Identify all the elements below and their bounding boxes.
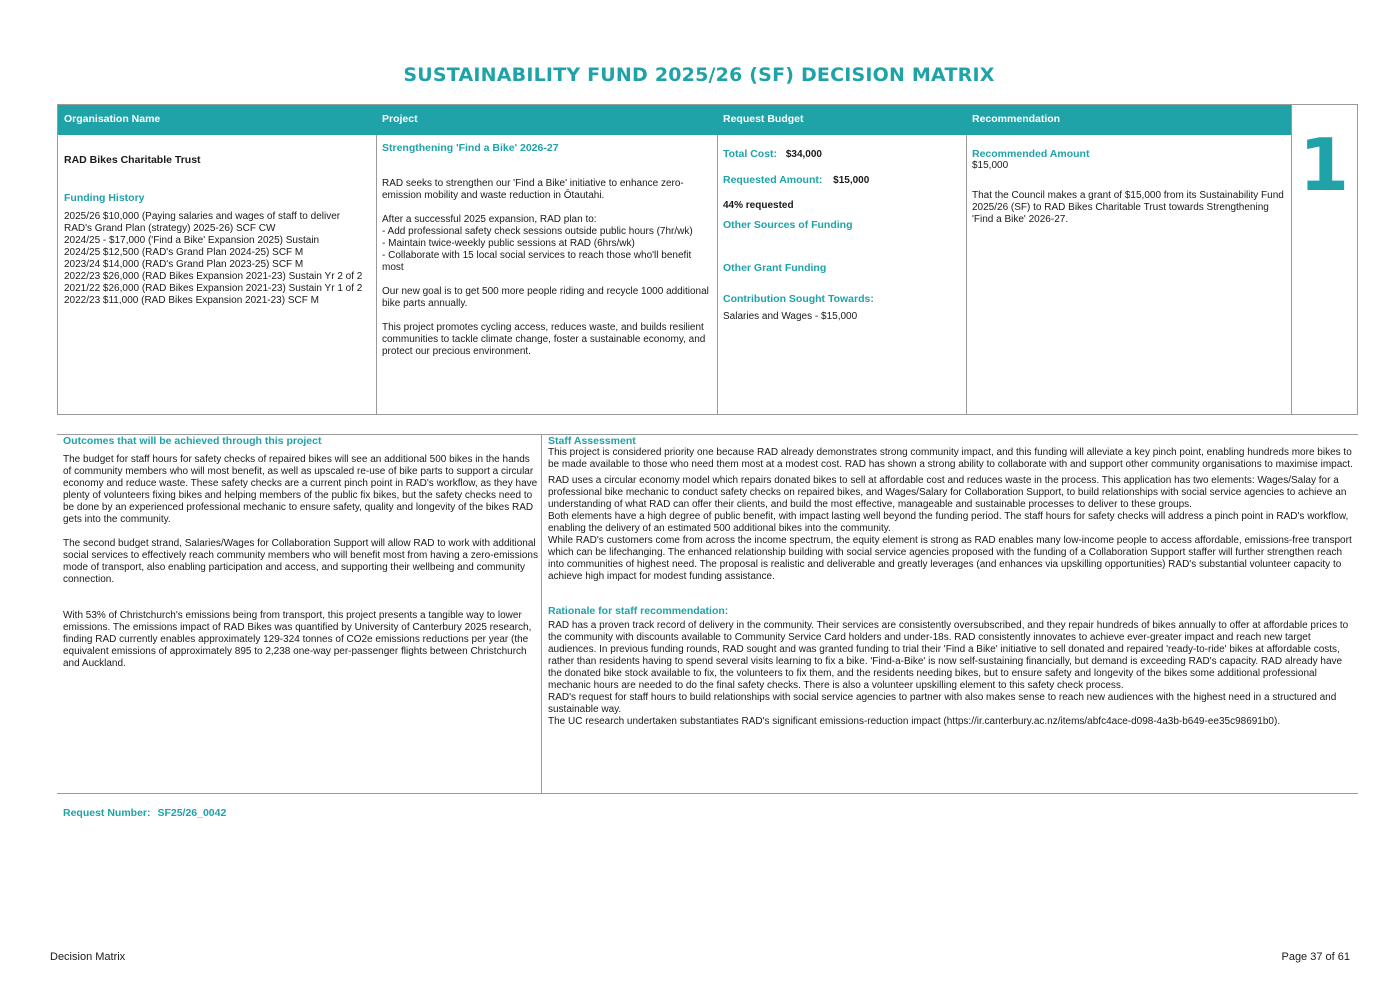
project-para-4: This project promotes cycling access, reduces waste, and builds resilient communities to tackle climate change, foster a sustainable economy, and protect our precious environment. <box>382 322 706 357</box>
page-title: SUSTAINABILITY FUND 2025/26 (SF) DECISION MATRIX <box>403 64 995 86</box>
total-cost-row <box>723 148 960 161</box>
total-cost-value: $34,000 <box>785 149 822 160</box>
org-header: Organisation Name <box>58 105 376 135</box>
other-sources-heading: Other Sources of Funding <box>723 219 853 231</box>
rank-column <box>1291 105 1357 414</box>
project-header: Project <box>376 105 717 135</box>
staff-para-1: This project is considered priority one because RAD already demonstrates strong community impact, and this funding will alleviate a key pinch point, enabling hundreds more bikes to be made available to those who need them most at a modest cost. RAD has shown a strong ability to collaborate with and support other community organisations to maximise impact. <box>548 447 1353 470</box>
staff-para-4: While RAD's customers come from across the income spectrum, the equity element is strong as RAD enables many low-income people to access affordable, emissions-free transport which can be lifechanging. The enhanced relationship building with social service agencies proposed with the funding of a Collaboration Support staffer will further strengthen reach into communities of highest need. The proposal is realistic and deliverable and greatly leverages (and enhances via upskilling opportunities) RAD's substantial volunteer capacity to achieve high impact for modest funding assistance. <box>548 535 1352 582</box>
project-column <box>376 105 717 414</box>
decision-table <box>57 104 1358 415</box>
budget-column <box>717 105 966 414</box>
staff-assessment-heading: Staff Assessment <box>548 435 636 447</box>
requested-row <box>723 174 960 187</box>
total-cost-label: Total Cost: <box>723 148 778 160</box>
recommended-amount: $15,000 <box>972 160 1009 171</box>
project-para-2: After a successful 2025 expansion, RAD plan to: - Add professional safety check sessions outside public hours (7hr/wk) - Maintain twice-weekly public sessions at RAD (6hrs/wk) - Collaborate with 15 local social services to reach those who'll benefit most <box>382 214 693 273</box>
org-name: RAD Bikes Charitable Trust <box>64 154 201 166</box>
staff-para-2: RAD uses a circular economy model which repairs donated bikes to sell at affordable cost and reduces waste in the process. This application has two elements: Wages/Salay for a professional bike mechanic to conduct safety checks on repaired bikes, and Wages/Salary for Collaboration Support, to build relationships with social service agencies to achieve an understanding of what RAD can offer their clients, and build the most effective, manageable and sustainable processes to deliver to these groups. <box>548 475 1347 510</box>
recommendation-column <box>966 105 1291 414</box>
outcomes-heading: Outcomes that will be achieved through this project <box>63 435 322 447</box>
staff-para-3: Both elements have a high degree of public benefit, with impact lasting well beyond the funding period. The staff hours for safety checks will address a pinch point in RAD's workflow, enabling the delivery of an estimated 500 additional bikes into the community. <box>548 511 1349 534</box>
priority-rank: 1 <box>1298 123 1350 207</box>
footer-title: Decision Matrix <box>50 951 126 963</box>
funding-history: 2025/26 $10,000 (Paying salaries and wages of staff to deliver RAD's Grand Plan (strategy) 2025-26) SCF CW 2024/25 - $17,000 ('Find a Bike' Expansion 2025) Sustain 2024/25 $12,500 (RAD's Grand Plan 2024-25) SCF M 2023/24 $14,000 (RAD's Grand Plan 2023-25) SCF M 2022/23 $26,000 (RAD Bikes Expansion 2021-23) Sustain Yr 2 of 2 2021/22 $26,000 (RAD Bikes Expansion 2021-23) Sustain Yr 1 of 2 2022/23 $11,000 (RAD Bikes Expansion 2021-23) SCF M <box>64 211 363 306</box>
project-name: Strengthening 'Find a Bike' 2026-27 <box>382 142 559 154</box>
rationale-para-1: RAD has a proven track record of delivery in the community. Their services are consistently oversubscribed, and they repair hundreds of bikes annually to offer at affordable prices to the community with discounts available to Community Service Card holders and under-18s. RAD consistently innovates to achieve ever-greater impact and reach new target audiences. In previous funding rounds, RAD sought and was granted funding to trial their 'Find a Bike' initiative to sell donated and repaired 'ready-to-ride' bikes at affordable costs, rather than residents having to spend several visits learning to fix a bike. 'Find-a-Bike' is now self-sustaining financially, but demand is exceeding RAD's capacity. RAD already have the donated bike stock available to fix, the volunteers to fix them, and the residents needing bikes, but to ensure safety and longevity of the bikes some additional professional mechanic hours are needed to do the final safety checks. There is also a volunteer upskilling element to this safety check process. <box>548 620 1349 691</box>
rationale-heading: Rationale for staff recommendation: <box>548 605 729 617</box>
request-number-label: Request Number: <box>63 807 151 819</box>
outcomes-para-3: With 53% of Christchurch's emissions being from transport, this project presents a tangible way to lower emissions. The emissions impact of RAD Bikes was quantified by University of Canterbury 2025 research, finding RAD currently enables approximately 129-324 tonnes of CO2e emissions reductions per year (the equivalent emissions of approximately 895 to 2,238 one-way per-passenger flights between Christchurch and Auckland. <box>63 610 532 669</box>
outcomes-para-2: The second budget strand, Salaries/Wages for Collaboration Support will allow RAD to work with additional social services to effectively reach community members who will benefit most from having a zero-emissions mode of transport, also enabling participation and access, and supporting their wellbeing and community connection. <box>63 538 538 585</box>
recommended-amount-heading: Recommended Amount <box>972 148 1090 160</box>
staff-assessment-section <box>548 435 1353 728</box>
recommendation-text: That the Council makes a grant of $15,000 from its Sustainability Fund 2025/26 (SF) to RAD Bikes Charitable Trust towards Strengthening 'Find a Bike' 2026-27. <box>972 190 1284 225</box>
rationale-para-2: RAD's request for staff hours to build relationships with social service agencies to partner with also makes sense to reach new audiences with the highest need in a structured and sustainable way. <box>548 692 1337 715</box>
percent-requested: 44% requested <box>723 200 794 211</box>
outcomes-section <box>63 435 538 670</box>
funding-history-heading: Funding History <box>64 192 145 204</box>
budget-header: Request Budget <box>717 105 966 135</box>
request-number <box>63 807 226 819</box>
page-number: Page 37 of 61 <box>1281 951 1350 963</box>
requested-label: Requested Amount: <box>723 174 823 186</box>
request-number-value: SF25/26_0042 <box>157 807 227 819</box>
outcomes-para-1: The budget for staff hours for safety checks of repaired bikes will see an additional 500 bikes in the hands of community members who will most benefit, as well as upscaled re-use of bike parts to support a circular economy and reduce waste. These safety checks are a current pinch point in RAD's workflow, as they have plenty of volunteers fixing bikes and helping members of the public fix bikes, but the safety checks need to be done by an experienced professional mechanic to ensure safety, quality and longevity of the bikes RAD gets into the community. <box>63 454 538 525</box>
rationale-para-3: The UC research undertaken substantiates RAD's significant emissions-reduction impact (https://ir.canterbury.ac.nz/items/abfc4ace-d098-4a3b-b649-ee35c98691b0). <box>548 716 1281 727</box>
other-grant-heading: Other Grant Funding <box>723 262 827 274</box>
requested-value: $15,000 <box>833 175 870 186</box>
recommendation-header: Recommendation <box>966 105 1291 135</box>
contribution-value: Salaries and Wages - $15,000 <box>723 311 858 322</box>
org-column <box>58 105 376 414</box>
contribution-heading: Contribution Sought Towards: <box>723 293 874 305</box>
project-para-1: RAD seeks to strengthen our 'Find a Bike' initiative to enhance zero-emission mobility and waste reduction in Ōtautahi. <box>382 178 684 201</box>
project-para-3: Our new goal is to get 500 more people riding and recycle 1000 additional bike parts annually. <box>382 286 709 309</box>
